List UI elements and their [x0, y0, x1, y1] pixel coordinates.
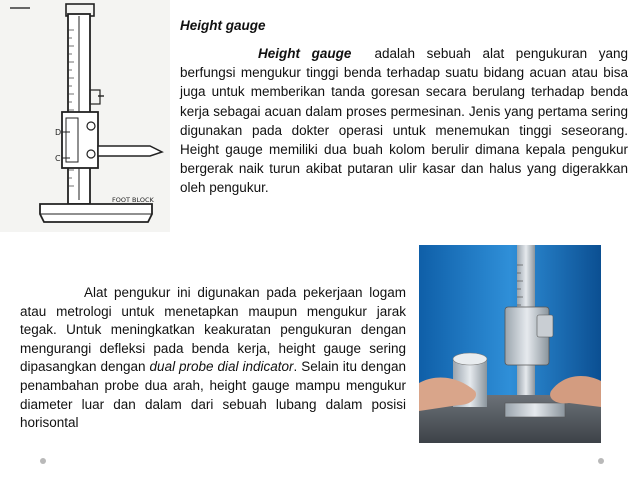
diagram-label-d: D [55, 128, 62, 137]
diagram-label-c: C [55, 154, 61, 163]
height-gauge-diagram [0, 0, 170, 232]
paragraph-usage-text-before: Alat pengukur ini digunakan pada pekerjaan logam atau metrologi untuk menetapkan maupun mengukur jarak tegak. Untuk meningkatkan keakuratan pengukuran dengan mengurangi defleksi pada benda kerja, height gauge sering dipasangkan dengan [20, 285, 406, 375]
paragraph-usage-emphasis: dual probe dial indicator [149, 359, 294, 375]
diagram-label-foot-block: FOOT BLOCK [112, 196, 154, 204]
slide-title: Height gauge [180, 18, 266, 33]
height-gauge-photo-image [419, 245, 601, 443]
bullet-dot [40, 458, 46, 464]
height-gauge-photo [419, 245, 601, 443]
paragraph-definition-text: adalah sebuah alat pengukuran yang berfungsi mengukur tinggi benda terhadap suatu bidang acuan atau bisa juga untuk memberikan tanda goresan secara berulang terhadap benda kerja sebagai acuan dalam proses permesinan. Jenis yang pertama sering digunakan pada dokter operasi untuk menemukan tinggi seseorang. Height gauge memiliki dua buah kolom berulir dimana kepala pengukur bergerak naik turun akibat putaran ulir kasar dan halus yang digerakkan oleh pengukur. [180, 46, 628, 196]
paragraph-usage [20, 284, 406, 433]
paragraph-definition [180, 44, 628, 198]
height-gauge-drawing [0, 0, 170, 232]
bullet-dot [598, 458, 604, 464]
paragraph-usage-text-after: . Selain itu dengan penambahan probe dua arah, height gauge mampu mengukur diameter luar dan dalam dari sebuah lubang dalam posisi horisontal [20, 359, 406, 431]
term-height-gauge: Height gauge [258, 46, 352, 61]
